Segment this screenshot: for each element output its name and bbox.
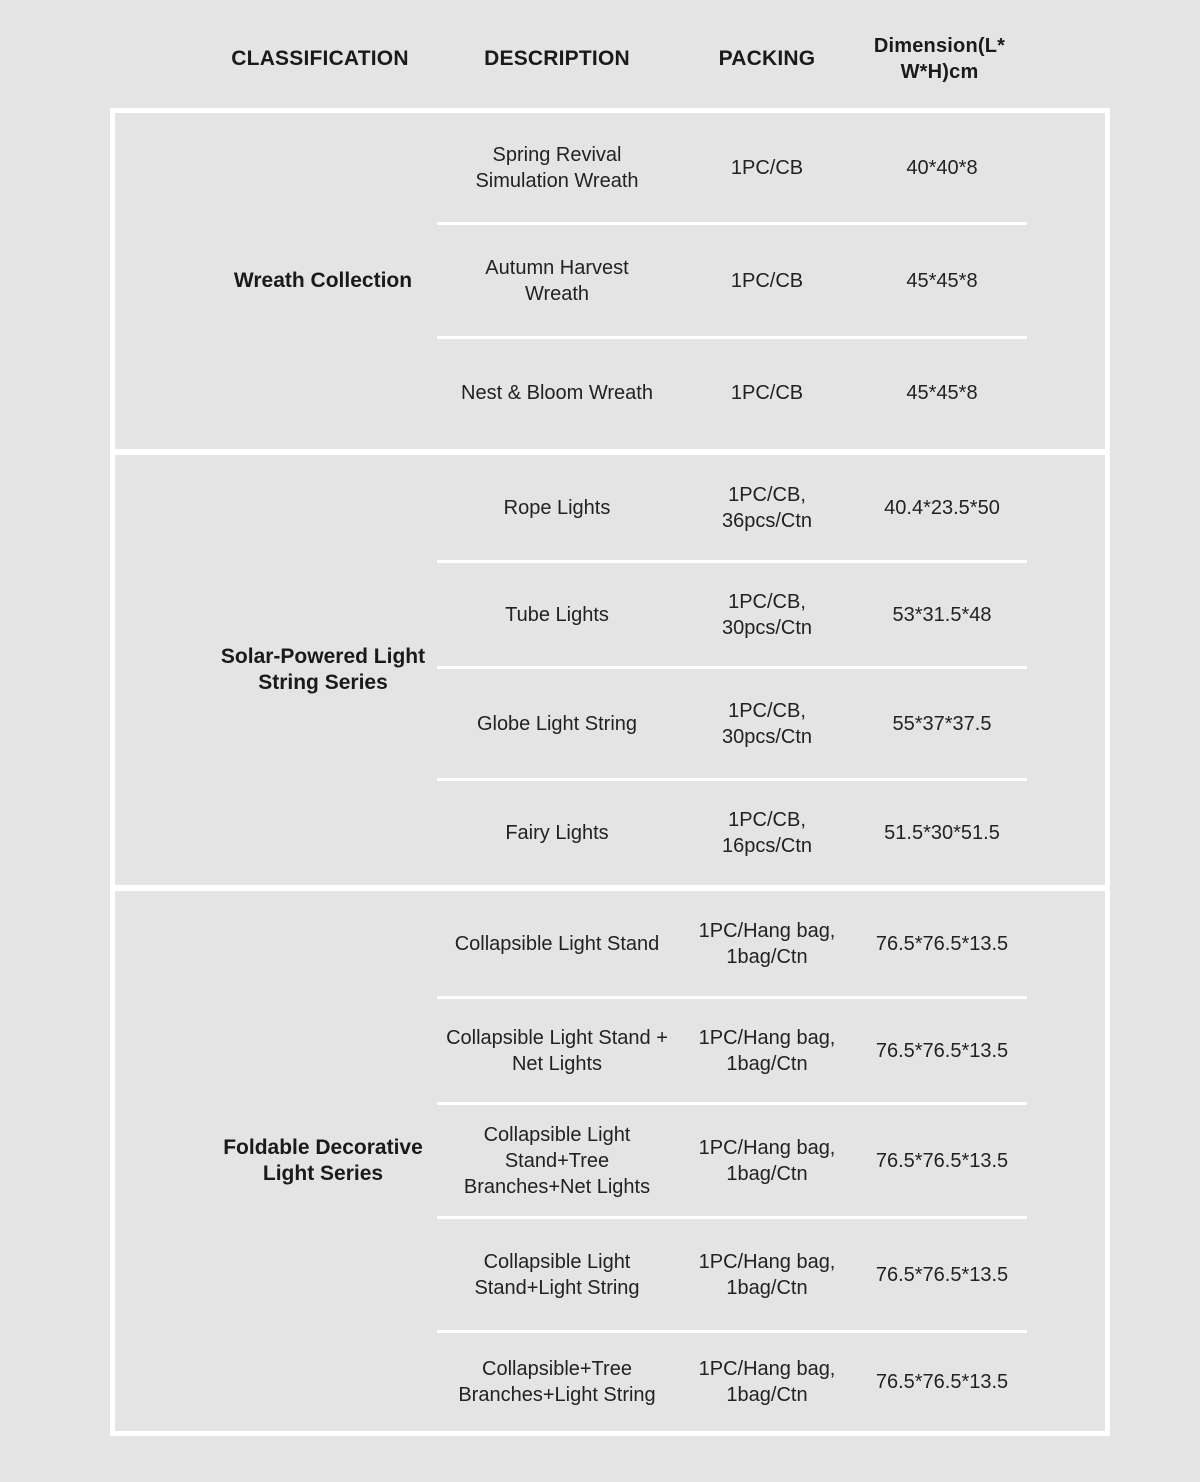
- description-cell: Autumn Harvest Wreath: [485, 256, 629, 305]
- table-row: [437, 225, 1027, 339]
- description-cell: Collapsible+Tree Branches+Light String: [458, 1358, 656, 1406]
- description-cell: Nest & Bloom Wreath: [461, 382, 653, 404]
- packing-cell: 1PC/Hang bag, 1bag/Ctn: [698, 1026, 836, 1075]
- group-rows: [437, 455, 1027, 885]
- packing-cell: 1PC/CB, 30pcs/Ctn: [721, 699, 813, 748]
- dimension-cell: 55*37*37.5: [892, 712, 992, 735]
- dimension-cell: 76.5*76.5*13.5: [875, 1263, 1009, 1286]
- description-cell: Collapsible Light Stand+Light String: [474, 1250, 640, 1299]
- group-solar-light-string: [110, 450, 1110, 890]
- packing-cell: 1PC/CB: [730, 382, 804, 404]
- table-row: [437, 1333, 1027, 1431]
- header-dimension: Dimension(L* W*H)cm: [873, 35, 1006, 83]
- dimension-cell: 40*40*8: [906, 156, 978, 179]
- group-rows: [437, 891, 1027, 1431]
- dimension-cell: 53*31.5*48: [892, 603, 992, 626]
- packing-cell: 1PC/CB, 16pcs/Ctn: [721, 809, 813, 857]
- table-row: [437, 1105, 1027, 1219]
- category-label: Solar-Powered Light String Series: [220, 645, 426, 694]
- description-cell: Collapsible Light Stand: [454, 932, 660, 955]
- description-cell: Fairy Lights: [505, 822, 609, 844]
- dimension-cell: 51.5*30*51.5: [884, 822, 1000, 844]
- table-row: [437, 455, 1027, 563]
- description-cell: Collapsible Light Stand+Tree Branches+Net Lights: [463, 1123, 651, 1198]
- dimension-cell: 76.5*76.5*13.5: [875, 1371, 1009, 1393]
- packing-cell: 1PC/Hang bag, 1bag/Ctn: [698, 919, 836, 968]
- dimension-cell: 76.5*76.5*13.5: [875, 1039, 1009, 1062]
- dimension-cell: 76.5*76.5*13.5: [875, 1149, 1009, 1172]
- category-label: Wreath Collection: [233, 269, 413, 292]
- table-row: [437, 1219, 1027, 1333]
- description-cell: Globe Light String: [476, 712, 638, 735]
- dimension-cell: 45*45*8: [906, 269, 978, 292]
- group-rows: [437, 113, 1027, 449]
- packing-cell: 1PC/Hang bag, 1bag/Ctn: [698, 1136, 836, 1185]
- group-wreath-collection: [110, 108, 1110, 454]
- packing-cell: 1PC/CB: [730, 156, 804, 179]
- packing-cell: 1PC/Hang bag, 1bag/Ctn: [698, 1358, 836, 1406]
- header-packing: PACKING: [718, 47, 816, 70]
- description-cell: Tube Lights: [505, 603, 609, 626]
- dimension-cell: 40.4*23.5*50: [884, 496, 1000, 519]
- table-row: [437, 781, 1027, 885]
- description-cell: Spring Revival Simulation Wreath: [475, 143, 639, 192]
- description-cell: Rope Lights: [503, 496, 611, 519]
- category-label: Foldable Decorative Light Series: [223, 1136, 423, 1185]
- header-description: DESCRIPTION: [484, 47, 630, 70]
- packing-cell: 1PC/CB: [730, 269, 804, 292]
- table-row: [437, 999, 1027, 1105]
- packing-cell: 1PC/CB, 30pcs/Ctn: [721, 590, 813, 639]
- packing-cell: 1PC/Hang bag, 1bag/Ctn: [698, 1250, 836, 1299]
- group-foldable-decorative: [110, 886, 1110, 1436]
- dimension-cell: 76.5*76.5*13.5: [875, 932, 1009, 955]
- dimension-cell: 45*45*8: [906, 382, 978, 404]
- table-row: [437, 563, 1027, 669]
- table-row: [437, 891, 1027, 999]
- table-row: [437, 339, 1027, 447]
- header-classification: CLASSIFICATION: [231, 47, 409, 70]
- table-row: [437, 669, 1027, 781]
- description-cell: Collapsible Light Stand + Net Lights: [446, 1026, 668, 1075]
- table-row: [437, 113, 1027, 225]
- packing-cell: 1PC/CB, 36pcs/Ctn: [721, 483, 813, 532]
